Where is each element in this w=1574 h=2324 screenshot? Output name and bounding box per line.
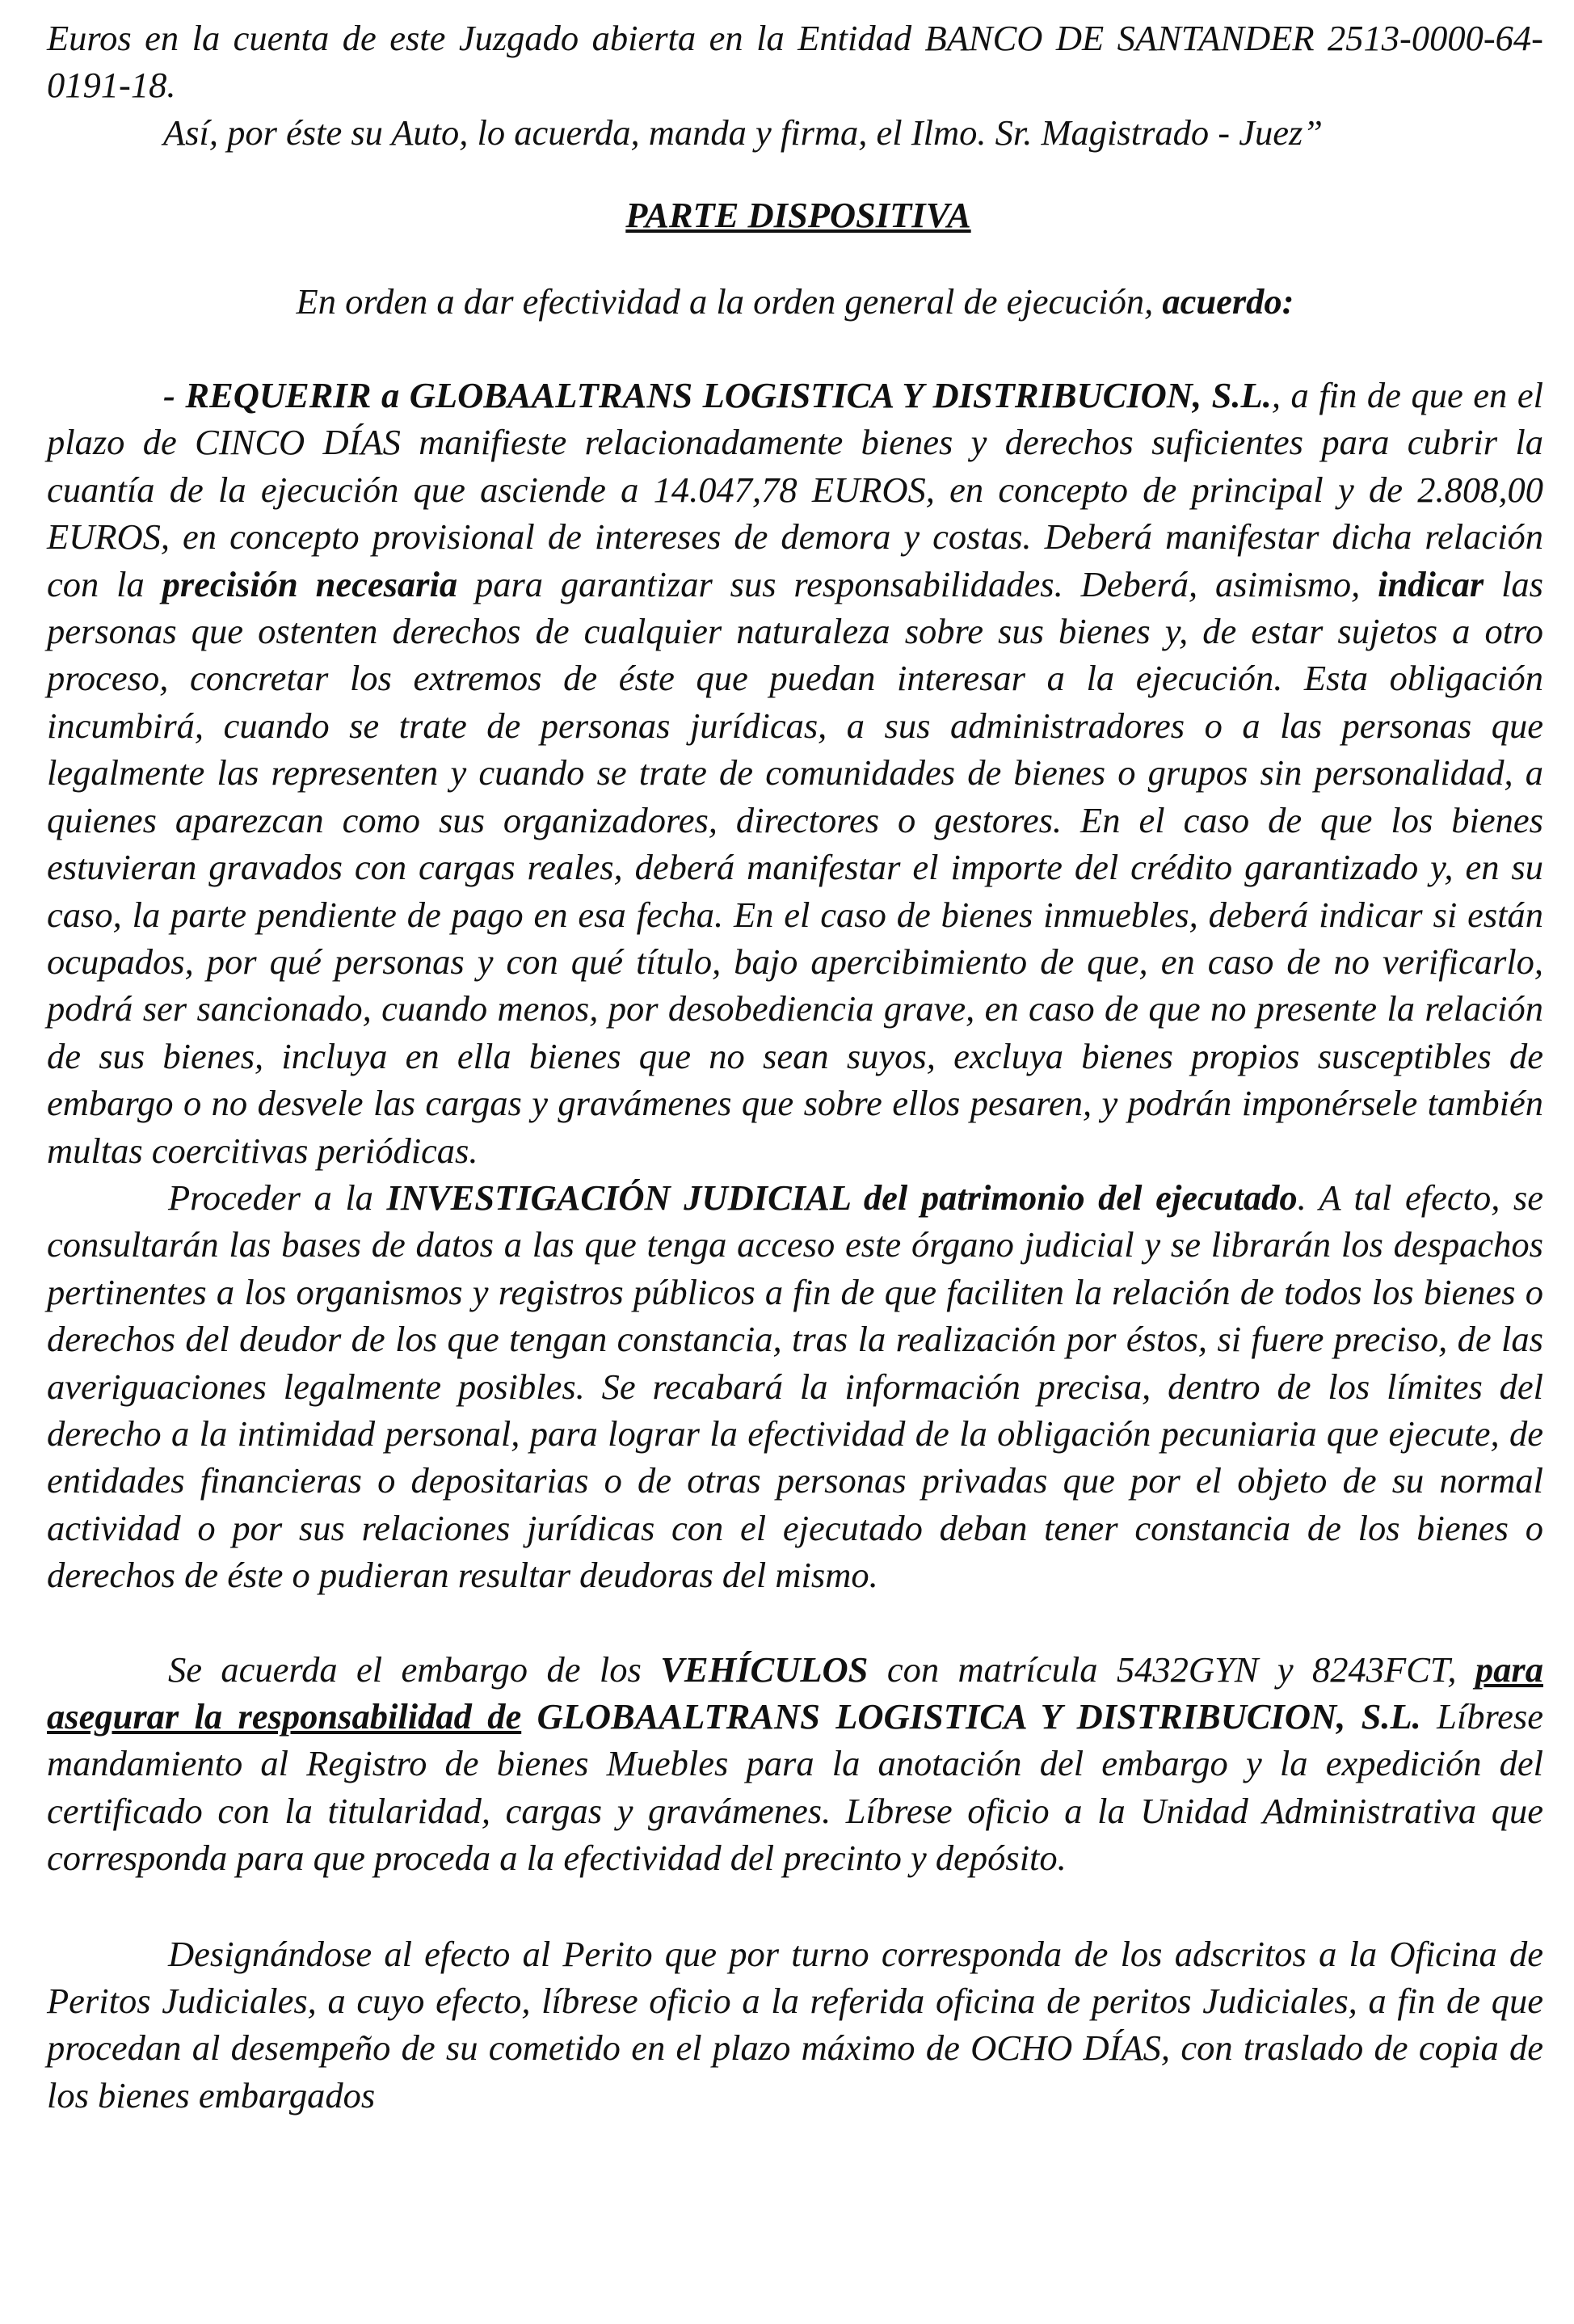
paragraph-intro bbox=[47, 278, 1543, 325]
paragraph-requerir bbox=[47, 372, 1543, 1174]
intro-text: En orden a dar efectividad a la orden general de ejecución, bbox=[296, 280, 1163, 322]
embargo-bold-vehiculos: VEHÍCULOS bbox=[660, 1648, 869, 1690]
paragraph-bank-account: Euros en la cuenta de este Juzgado abierta en la Entidad BANCO DE SANTANDER 2513-0000-64-0191-18. bbox=[47, 18, 1543, 106]
embargo-text-0: Se acuerda el embargo de los bbox=[168, 1648, 661, 1690]
embargo-text-2 bbox=[521, 1696, 537, 1737]
requerir-text-1: , a fin de que en el plazo de CINCO DÍAS manifieste relacionadamente bienes y derechos suficientes para cubrir la cuantía de la ejecución que asciende a 14.047,78 EUROS, en concepto de principal y de 2.808,00 EUROS, en concepto provisional de intereses de demora y costas. Deberá manifestar dicha relación con la bbox=[47, 375, 1543, 604]
investigacion-bold: INVESTIGACIÓN JUDICIAL del patrimonio del ejecutado bbox=[386, 1177, 1298, 1218]
requerir-bold-precision: precisión necesaria bbox=[162, 563, 458, 604]
investigacion-text-1: . A tal efecto, se consultarán las bases de datos a las que tenga acceso este órgano judicial y se librarán los despachos pertinentes a los organismos y registros públicos a fin de que faciliten la relación de todos los bienes o derechos del deudor de los que tengan constancia, tras la realización por éstos, si fuere preciso, de las averiguaciones legalmente posibles. Se recabará la información precisa, dentro de los límites del derecho a la intimidad personal, para lograr la efectividad de la obligación pecuniaria que ejecute, de entidades financieras o depositarias o de otras personas privadas que por el objeto de su normal actividad o por sus relaciones jurídicas con el ejecutado deban tener constancia de los bienes o derechos de éste o pudieran resultar deudoras del mismo. bbox=[47, 1177, 1543, 1596]
embargo-text-1: con matrícula 5432GYN y 8243FCT, bbox=[868, 1648, 1475, 1690]
paragraph-signature-clause: Así, por éste su Auto, lo acuerda, manda y firma, el Ilmo. Sr. Magistrado - Juez” bbox=[163, 112, 1324, 153]
investigacion-text-0: Proceder a la bbox=[168, 1177, 387, 1218]
intro-bold: acuerdo: bbox=[1162, 280, 1294, 322]
embargo-text-3: Líbrese mandamiento al Registro de bienes Muebles para la anotación del embargo y la expedición del certificado con la titularidad, cargas y gravámenes. Líbrese oficio a la Unidad Administrativa que corresponda para que proceda a la efectividad del precinto y depósito. bbox=[47, 1696, 1543, 1879]
embargo-underlined: para asegurar la responsabilidad de bbox=[47, 1648, 1543, 1737]
requerir-title: - REQUERIR a GLOBAALTRANS LOGISTICA Y DISTRIBUCION, S.L. bbox=[163, 375, 1272, 416]
requerir-text-2: para garantizar sus responsabilidades. Deberá, asimismo, bbox=[457, 563, 1378, 604]
paragraph-investigacion bbox=[47, 1174, 1543, 1599]
paragraph-perito: Designándose al efecto al Perito que por turno corresponda de los adscritos a la Oficina de Peritos Judiciales, a cuyo efecto, líbrese oficio a la referida oficina de peritos Judiciales, a fin de que procedan al desempeño de su cometido en el plazo máximo de OCHO DÍAS, con traslado de copia de los bienes embargados bbox=[47, 1933, 1543, 2116]
requerir-text-3: las personas que ostenten derechos de cualquier naturaleza sobre sus bienes y, de estar sujetos a otro proceso, concretar los extremos de éste que puedan interesar a la ejecución. Esta obligación incumbirá, cuando se trate de personas jurídicas, a sus administradores o a las personas que legalmente las representen y cuando se trate de comunidades de bienes o grupos sin personalidad, a quienes aparezcan como sus organizadores, directores o gestores. En el caso de que los bienes estuvieran gravados con cargas reales, deberá manifestar el importe del crédito garantizado y, en su caso, la parte pendiente de pago en esa fecha. En el caso de bienes inmuebles, deberá indicar si están ocupados, por qué personas y con qué título, bajo apercibimiento de que, en caso de no verificarlo, podrá ser sancionado, cuando menos, por desobediencia grave, en caso de que no presente la relación de sus bienes, incluya en ella bienes que no sean suyos, excluya bienes propios susceptibles de embargo o no desvele las cargas y gravámenes que sobre ellos pesaren, y podrán imponérsele también multas coercitivas periódicas. bbox=[47, 563, 1543, 1171]
embargo-bold-company: GLOBAALTRANS LOGISTICA Y DISTRIBUCION, S.L. bbox=[537, 1696, 1421, 1737]
requerir-bold-indicar: indicar bbox=[1378, 563, 1484, 604]
section-heading: PARTE DISPOSITIVA bbox=[625, 195, 971, 236]
paragraph-embargo bbox=[47, 1646, 1543, 1882]
